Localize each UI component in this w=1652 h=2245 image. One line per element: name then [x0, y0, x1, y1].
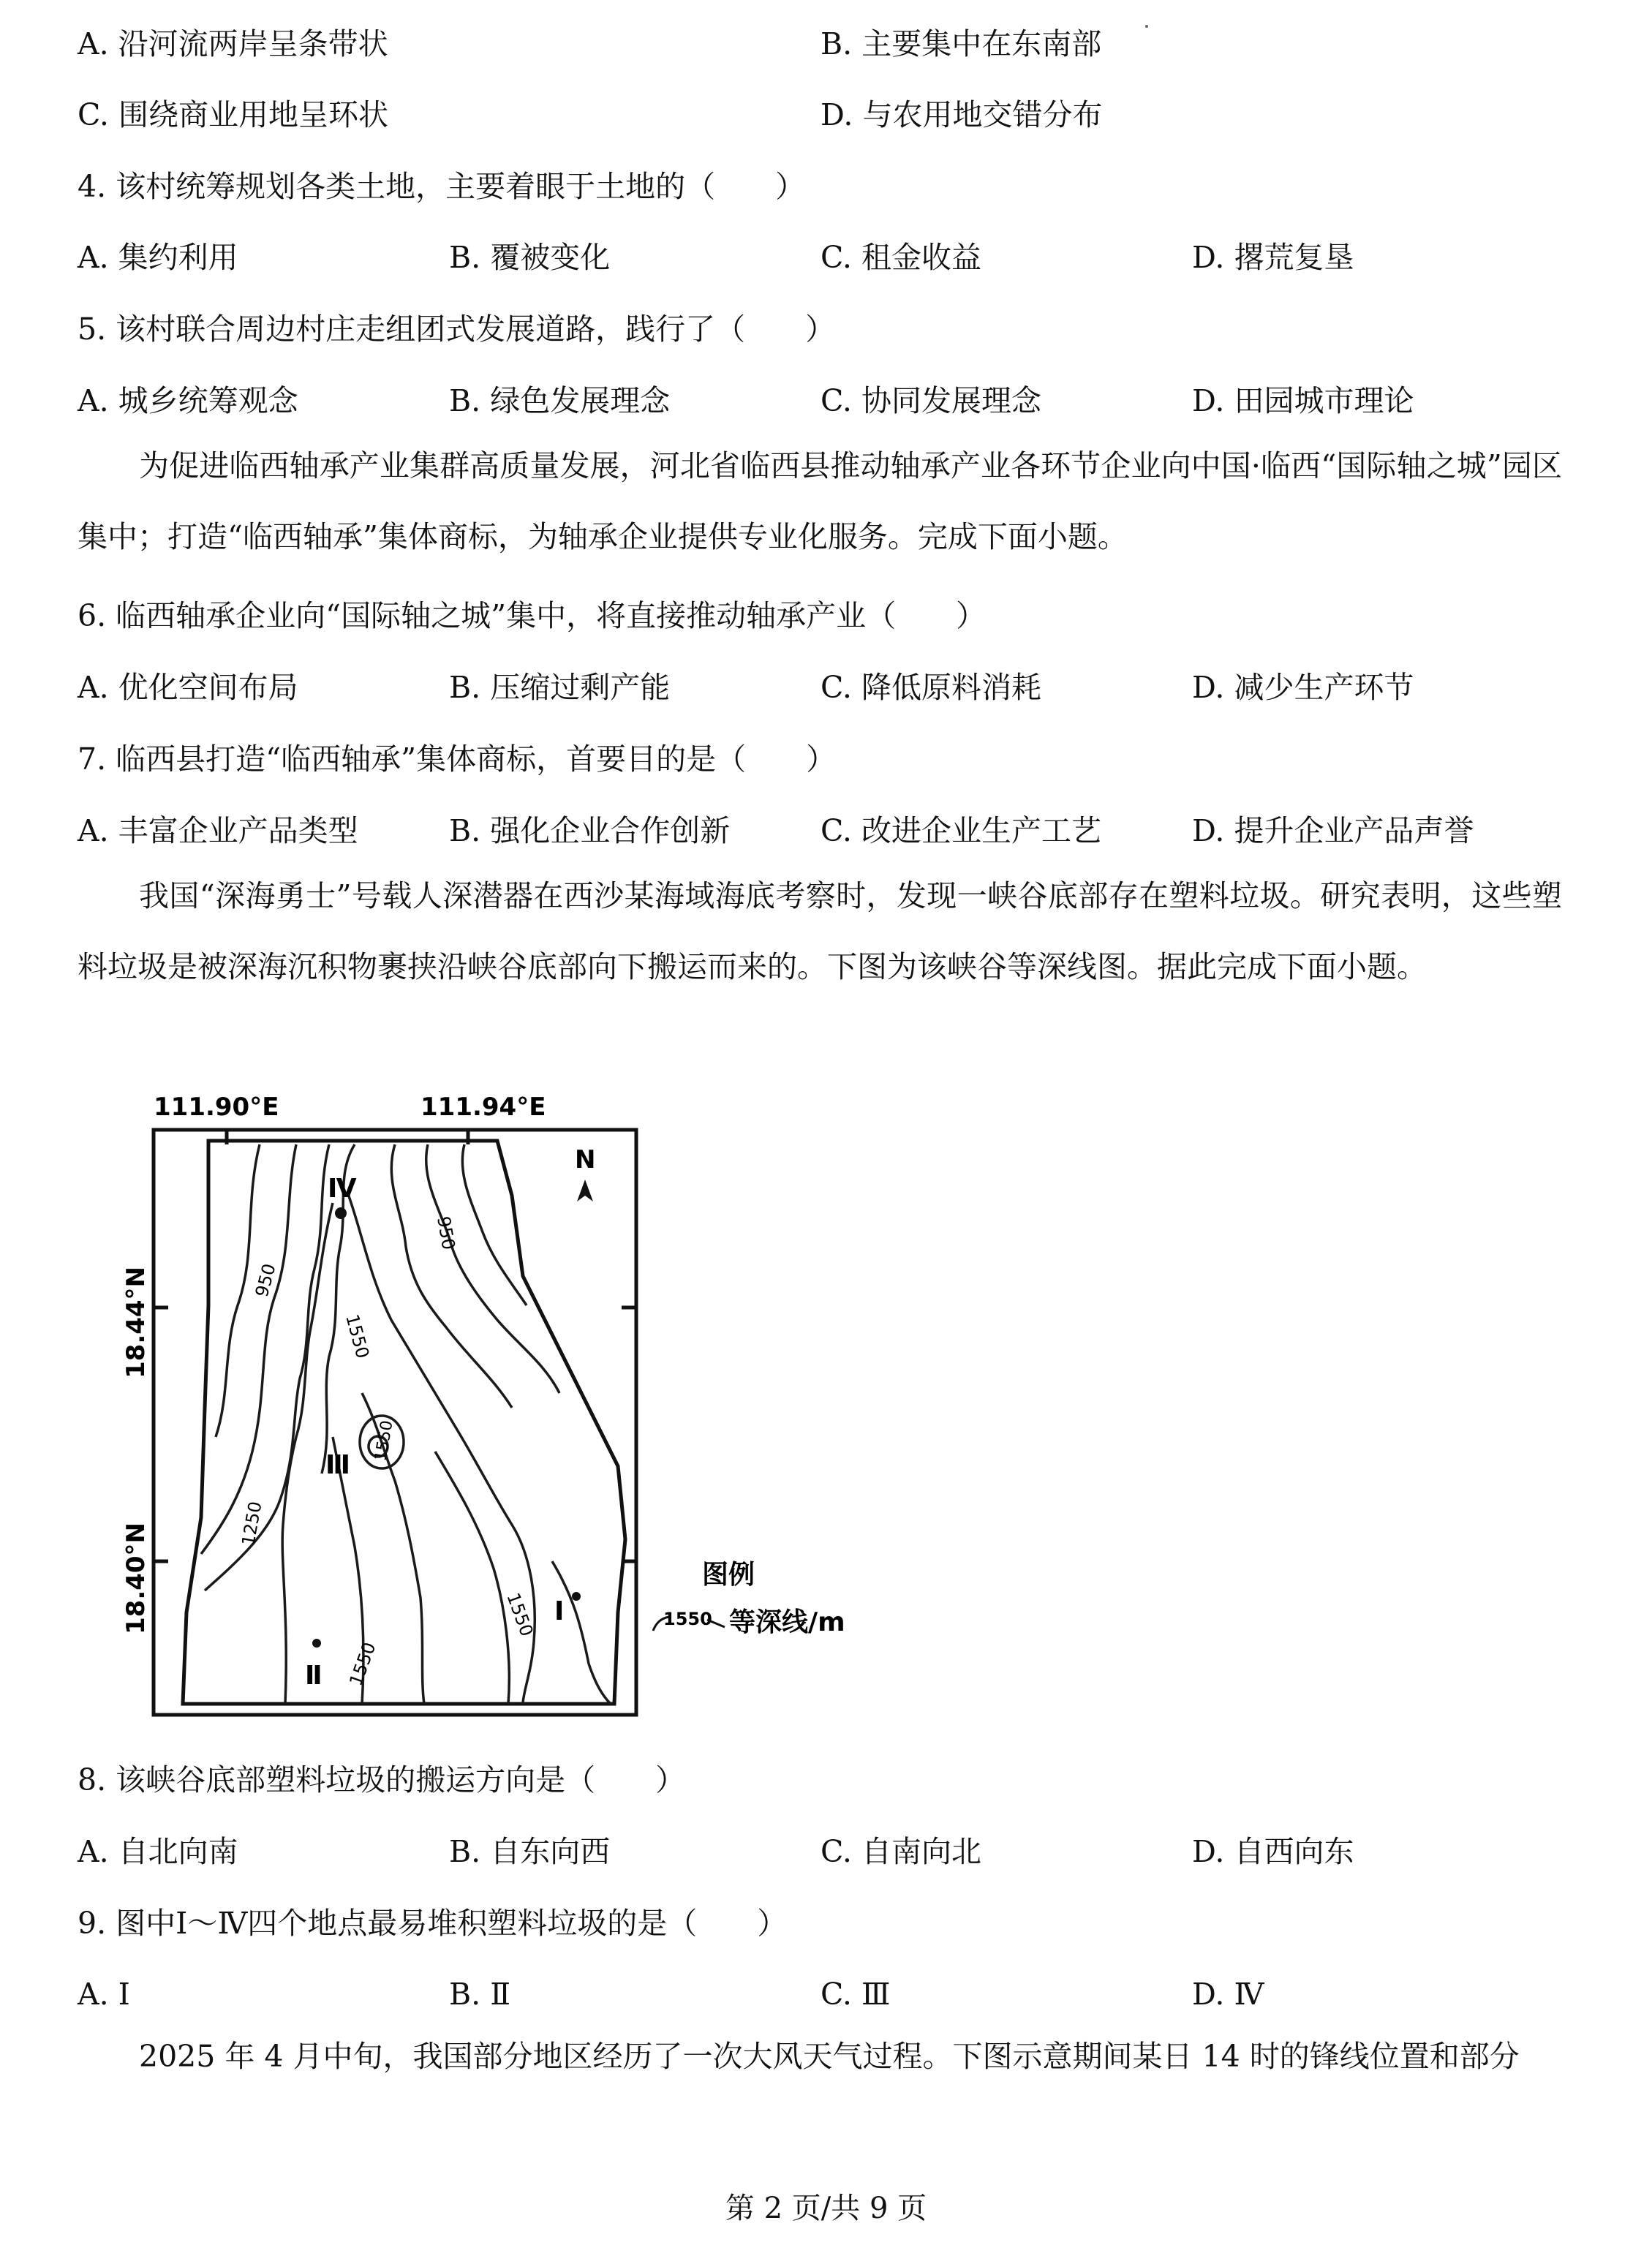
q4-option-c[interactable]: C. 租金收益: [821, 240, 981, 275]
contour-label: 1550: [345, 1640, 380, 1689]
contour-label: 950: [433, 1215, 459, 1252]
contour-label: 950: [251, 1261, 280, 1299]
q8-option-b[interactable]: B. 自东向西: [449, 1834, 611, 1869]
q6-option-c[interactable]: C. 降低原料消耗: [821, 670, 1041, 705]
point-iv-label: Ⅳ: [328, 1174, 357, 1204]
q3-option-d[interactable]: D. 与农用地交错分布: [821, 97, 1103, 132]
canyon-isobath-map: [113, 1086, 870, 1729]
legend-value: 1550: [663, 1609, 712, 1629]
point-iii-label: Ⅲ: [325, 1450, 351, 1480]
q3-option-a[interactable]: A. 沿河流两岸呈条带状: [78, 26, 388, 61]
q5-option-d[interactable]: D. 田园城市理论: [1192, 383, 1414, 418]
point-i-marker: [572, 1592, 581, 1601]
q8-option-a[interactable]: A. 自北向南: [78, 1834, 238, 1869]
north-arrow-icon: [577, 1180, 593, 1201]
q6-stem: 6. 临西轴承企业向“国际轴之城”集中，将直接推动轴承产业（ ）: [78, 598, 987, 633]
q9-option-c[interactable]: C. Ⅲ: [821, 1977, 891, 2012]
point-ii-marker: [312, 1639, 321, 1648]
lat-label-upper: 18.44°N: [121, 1267, 151, 1378]
passage-windstorm: 2025 年 4 月中旬，我国部分地区经历了一次大风天气过程。下图示意期间某日 14 时的锋线位置和部分: [139, 2039, 1520, 2074]
lat-label-lower: 18.40°N: [121, 1523, 151, 1634]
q3-option-b[interactable]: B. 主要集中在东南部: [821, 26, 1102, 61]
page-number: 第 2 页/共 9 页: [725, 2192, 927, 2225]
q4-option-d[interactable]: D. 撂荒复垦: [1192, 240, 1354, 275]
contour-label: 1550: [342, 1312, 374, 1361]
q9-stem: 9. 图中Ⅰ～Ⅳ四个地点最易堆积塑料垃圾的是（ ）: [78, 1906, 788, 1941]
q7-stem: 7. 临西县打造“临西轴承”集体商标，首要目的是（ ）: [78, 742, 837, 777]
isobath-lines: [201, 1144, 611, 1704]
passage-bearing-industry: 为促进临西轴承产业集群高质量发展，河北省临西县推动轴承产业各环节企业向中国·临西“国际轴之城”园区集中；打造“临西轴承”集体商标，为轴承企业提供专业化服务。完成下面小题。: [78, 448, 1562, 554]
q4-option-b[interactable]: B. 覆被变化: [449, 240, 611, 275]
lon-label-right: 111.94°E: [420, 1093, 546, 1122]
q8-stem: 8. 该峡谷底部塑料垃圾的搬运方向是（ ）: [78, 1762, 686, 1797]
q8-option-c[interactable]: C. 自南向北: [821, 1834, 981, 1869]
q3-option-c[interactable]: C. 围绕商业用地呈环状: [78, 97, 388, 132]
contour-label: 1550: [502, 1590, 538, 1640]
point-iv-marker: [335, 1207, 347, 1219]
q8-option-d[interactable]: D. 自西向东: [1192, 1834, 1354, 1869]
q5-option-c[interactable]: C. 协同发展理念: [821, 383, 1041, 418]
scan-speck: [1145, 25, 1148, 28]
lon-label-left: 111.90°E: [154, 1093, 279, 1122]
q7-option-d[interactable]: D. 提升企业产品声誉: [1192, 813, 1474, 848]
north-label: N: [575, 1145, 596, 1174]
q6-option-b[interactable]: B. 压缩过剩产能: [449, 670, 671, 705]
q7-option-a[interactable]: A. 丰富企业产品类型: [78, 813, 358, 848]
q9-option-b[interactable]: B. Ⅱ: [449, 1977, 511, 2012]
contour-label: 1550: [371, 1419, 397, 1463]
q9-option-a[interactable]: A. Ⅰ: [78, 1977, 130, 2012]
point-ii-label: Ⅱ: [305, 1661, 323, 1691]
q6-option-a[interactable]: A. 优化空间布局: [78, 670, 298, 705]
q7-option-c[interactable]: C. 改进企业生产工艺: [821, 813, 1101, 848]
passage-deep-sea-canyon: 我国“深海勇士”号载人深潜器在西沙某海域海底考察时，发现一峡谷底部存在塑料垃圾。研究表明，这些塑料垃圾是被深海沉积物裹挟沿峡谷底部向下搬运而来的。下图为该峡谷等深线图。据此完成下面小题。: [78, 878, 1562, 984]
q5-option-a[interactable]: A. 城乡统筹观念: [78, 383, 298, 418]
q6-option-d[interactable]: D. 减少生产环节: [1192, 670, 1414, 705]
q5-option-b[interactable]: B. 绿色发展理念: [449, 383, 671, 418]
point-i-label: Ⅰ: [554, 1596, 565, 1626]
legend-label: 等深线/m: [729, 1607, 845, 1637]
legend-title: 图例: [702, 1560, 755, 1590]
q4-option-a[interactable]: A. 集约利用: [78, 240, 238, 275]
contour-label: 1250: [238, 1500, 266, 1548]
q4-stem: 4. 该村统筹规划各类土地，主要着眼于土地的（ ）: [78, 169, 806, 204]
q9-option-d[interactable]: D. Ⅳ: [1192, 1977, 1264, 2012]
q5-stem: 5. 该村联合周边村庄走组团式发展道路，践行了（ ）: [78, 312, 836, 347]
q7-option-b[interactable]: B. 强化企业合作创新: [449, 813, 731, 848]
